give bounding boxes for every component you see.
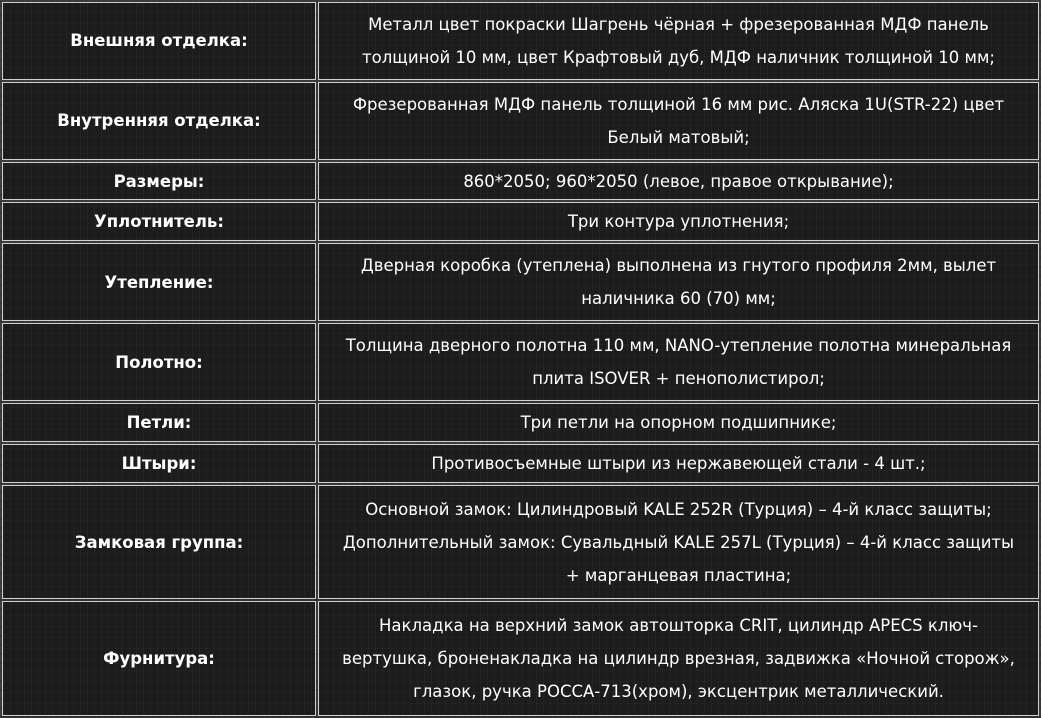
row-value <box>318 202 1039 241</box>
table-row <box>2 444 1039 483</box>
value-line: Белый матовый; <box>607 127 750 147</box>
value-line: Дверная коробка (утеплена) выполнена из гнутого профиля 2мм, вылет <box>360 256 997 276</box>
value-line: + марганцевая пластина; <box>565 565 792 585</box>
row-label: Полотно: <box>2 323 316 401</box>
row-value <box>318 243 1039 321</box>
table-row <box>2 243 1039 321</box>
value-line: Металл цвет покраски Шагрень чёрная + фрезерованная МДФ панель <box>368 14 989 34</box>
row-label: Замковая группа: <box>2 485 316 600</box>
row-value <box>318 601 1039 716</box>
table-row <box>2 2 1039 80</box>
value-line: Дополнительный замок: Сувальдный KALE 257L (Турция) – 4-й класс защиты <box>342 532 1015 552</box>
value-line: толщиной 10 мм, цвет Крафтовый дуб, МДФ наличник толщиной 10 мм; <box>362 47 995 67</box>
table-row <box>2 601 1039 716</box>
value-line: Толщина дверного полотна 110 мм, NANO-утепление полотна минеральная <box>345 336 1012 356</box>
row-label: Утепление: <box>2 243 316 321</box>
row-value <box>318 82 1039 160</box>
table-row <box>2 162 1039 201</box>
row-value <box>318 323 1039 401</box>
row-label: Штыри: <box>2 444 316 483</box>
row-label: Уплотнитель: <box>2 202 316 241</box>
row-label: Размеры: <box>2 162 316 201</box>
value-line: Накладка на верхний замок автошторка CRIT, цилиндр APECS ключ- <box>379 616 978 636</box>
row-label: Внутренняя отделка: <box>2 82 316 160</box>
table-row <box>2 202 1039 241</box>
row-label: Внешняя отделка: <box>2 2 316 80</box>
row-value <box>318 403 1039 442</box>
row-value <box>318 485 1039 600</box>
value-line: наличника 60 (70) мм; <box>581 289 776 309</box>
value-line: Противосъемные штыри из нержавеющей стали - 4 шт.; <box>431 453 926 473</box>
value-line: 860*2050; 960*2050 (левое, правое открывание); <box>463 171 894 191</box>
value-line: плита ISOVER + пенополистирол; <box>532 369 825 389</box>
table-row <box>2 323 1039 401</box>
row-value <box>318 2 1039 80</box>
value-line: Три петли на опорном подшипнике; <box>520 412 837 432</box>
row-value <box>318 444 1039 483</box>
row-value <box>318 162 1039 201</box>
table-row <box>2 82 1039 160</box>
value-line: Основной замок: Цилиндровый KALE 252R (Турция) – 4-й класс защиты; <box>365 499 992 519</box>
table-row <box>2 403 1039 442</box>
value-line: Фрезерованная МДФ панель толщиной 16 мм рис. Аляска 1U(STR-22) цвет <box>352 94 1005 114</box>
value-line: глазок, ручка РОССА-713(хром), эксцентрик металлический. <box>413 682 944 702</box>
value-line: Три контура уплотнения; <box>567 212 790 232</box>
row-label: Фурнитура: <box>2 601 316 716</box>
table-row <box>2 485 1039 600</box>
row-label: Петли: <box>2 403 316 442</box>
value-line: вертушка, броненакладка на цилиндр врезная, задвижка «Ночной сторож», <box>342 649 1015 669</box>
